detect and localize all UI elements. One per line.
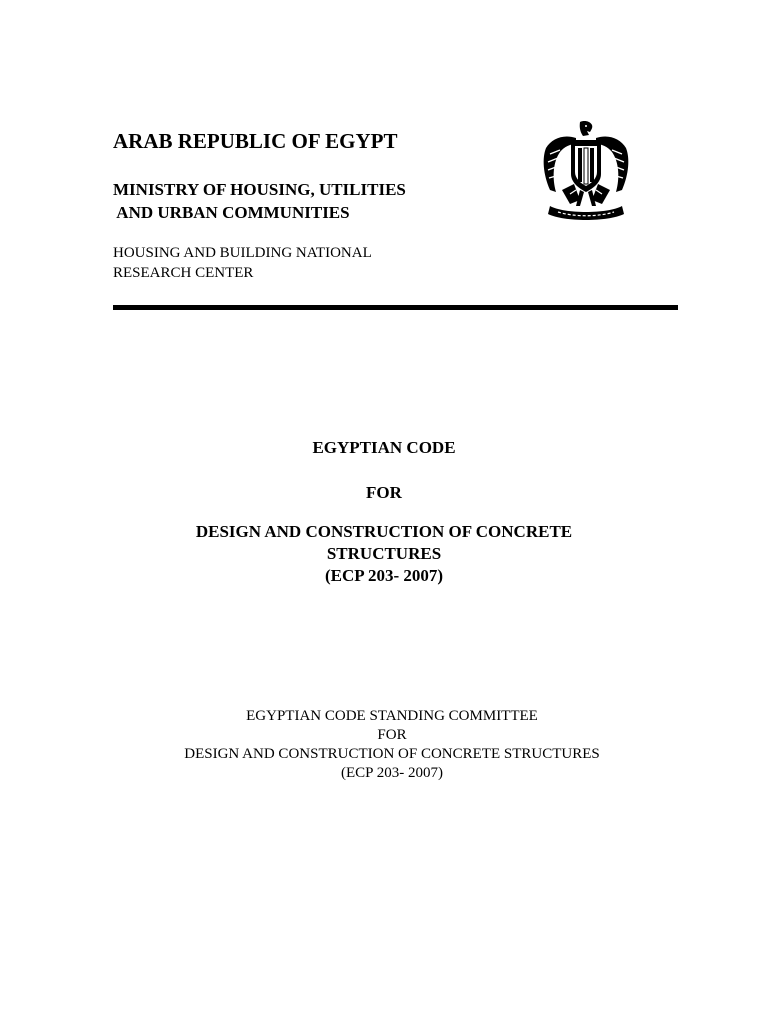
ministry-line-2: AND URBAN COMMUNITIES [113, 203, 350, 222]
research-center-line-2: RESEARCH CENTER [113, 265, 254, 281]
research-center-heading [113, 243, 372, 283]
code-designation: (ECP 203- 2007) [324, 566, 444, 585]
committee-line-1: EGYPTIAN CODE STANDING COMMITTEE [246, 708, 538, 724]
header-divider [113, 305, 678, 310]
committee-designation: (ECP 203- 2007) [341, 765, 443, 781]
code-title: EGYPTIAN CODE [312, 438, 456, 457]
committee-line-2: FOR [377, 727, 407, 743]
ministry-line-1: MINISTRY OF HOUSING, UTILITIES [113, 180, 406, 199]
code-title-for: FOR [366, 483, 402, 502]
code-subject-line-1: DESIGN AND CONSTRUCTION OF CONCRETE [195, 522, 573, 541]
eagle-of-saladin-emblem-icon [540, 120, 632, 224]
committee-line-3: DESIGN AND CONSTRUCTION OF CONCRETE STRUCTURES [184, 746, 600, 762]
committee-block [0, 707, 768, 783]
ministry-heading [113, 178, 406, 224]
code-subject [0, 521, 768, 587]
research-center-line-1: HOUSING AND BUILDING NATIONAL [113, 245, 372, 261]
country-heading: ARAB REPUBLIC OF EGYPT [113, 129, 398, 153]
code-subject-line-2: STRUCTURES [326, 544, 442, 563]
